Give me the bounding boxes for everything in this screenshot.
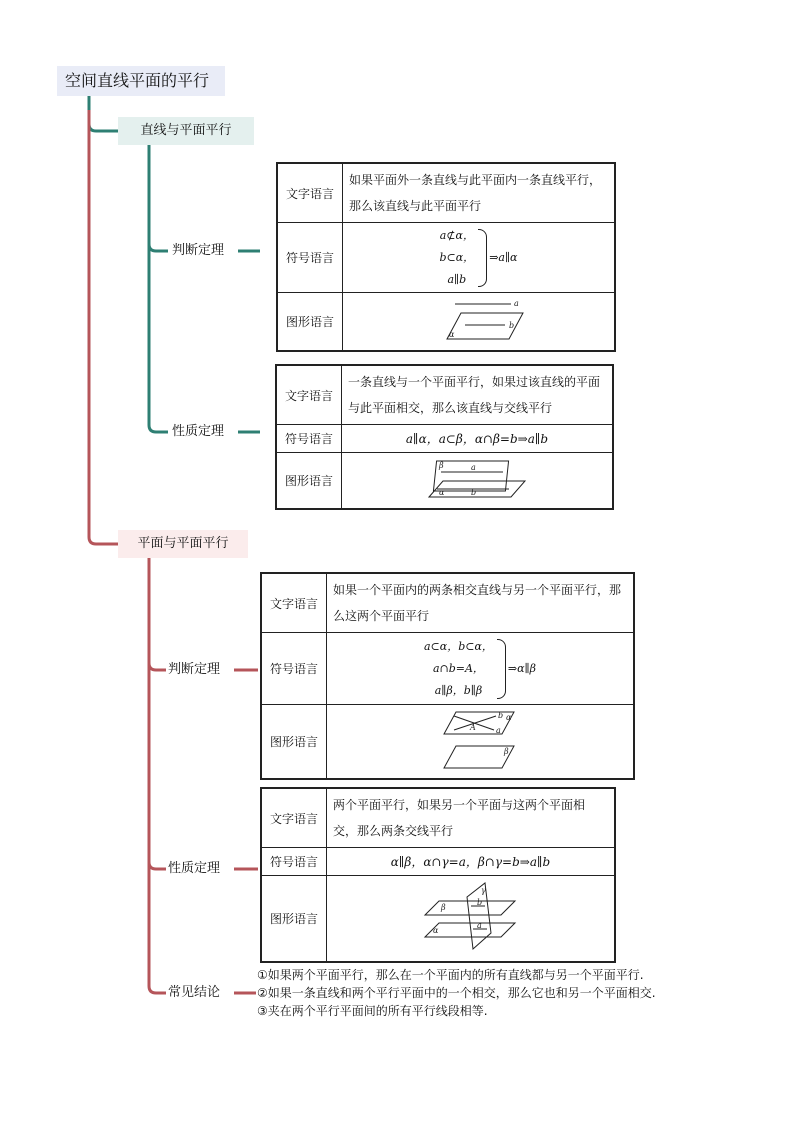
figure-label: β <box>439 461 444 471</box>
figure-label: β <box>504 747 509 757</box>
branch-line-plane-property: 性质定理 <box>172 424 225 439</box>
line-plane-parallel-figure <box>429 297 529 345</box>
figure-label: α <box>432 926 438 936</box>
plane-plane-property-figure <box>421 879 521 957</box>
row-label-symbol: 符号语言 <box>261 848 327 876</box>
root-node: 空间直线平面的平行 <box>57 66 225 96</box>
figure-label: b <box>471 488 477 498</box>
section-line-plane-node: 直线与平面平行 <box>118 117 254 145</box>
symbol-line: b⊂α， <box>439 250 475 264</box>
row-figure <box>327 705 635 779</box>
row-label-figure: 图形语言 <box>277 293 343 351</box>
figure-label: γ <box>480 886 486 896</box>
figure-label: a <box>513 299 519 309</box>
symbol-line: a∥β，b∥β <box>434 683 483 697</box>
row-label-text: 文字语言 <box>261 788 327 848</box>
branch-plane-plane-judge: 判断定理 <box>168 662 221 677</box>
row-label-text: 文字语言 <box>277 163 343 223</box>
symbol-line: a∥b <box>447 272 467 286</box>
row-label-symbol: 符号语言 <box>277 223 343 293</box>
plane-plane-judge-figure <box>440 708 520 774</box>
section-plane-plane-node: 平面与平面平行 <box>118 530 248 558</box>
row-symbol: α∥β，α∩γ=a，β∩γ=b⇒a∥b <box>327 848 616 876</box>
conclusion-item: ③夹在两个平行平面间的所有平行线段相等. <box>257 1004 488 1018</box>
connector-root-sec2 <box>89 110 118 544</box>
row-label-text: 文字语言 <box>261 573 327 633</box>
row-figure <box>342 453 614 509</box>
row-text: 如果平面外一条直线与此平面内一条直线平行，那么该直线与此平面平行 <box>343 163 616 223</box>
symbol-line: a⊂α，b⊂α， <box>424 639 493 653</box>
figure-label: b <box>498 711 504 721</box>
row-figure <box>343 293 616 351</box>
brace-icon <box>497 639 506 699</box>
row-symbol <box>327 633 635 705</box>
line-plane-property-figure <box>425 457 529 503</box>
figure-label: a <box>476 921 482 931</box>
row-text: 两个平面平行，如果另一个平面与这两个平面相交，那么两条交线平行 <box>327 788 616 848</box>
figure-label: α <box>448 330 454 340</box>
row-label-figure: 图形语言 <box>261 705 327 779</box>
row-label-text: 文字语言 <box>276 365 342 425</box>
connector-sec1-prop <box>149 425 168 432</box>
figure-label: α <box>506 713 512 723</box>
table-line-plane-judge <box>276 162 616 352</box>
symbol-result: ⇒a∥α <box>489 251 518 264</box>
branch-line-plane-judge: 判断定理 <box>172 243 225 258</box>
branch-plane-plane-property: 性质定理 <box>168 861 221 876</box>
brace-icon <box>478 229 487 287</box>
row-symbol <box>343 223 616 293</box>
row-label-symbol: 符号语言 <box>276 425 342 453</box>
connector-sec1-judge <box>149 244 168 251</box>
figure-label: b <box>476 898 482 908</box>
figure-label: A <box>470 723 476 733</box>
row-text: 一条直线与一个平面平行，如果过该直线的平面与此平面相交，那么该直线与交线平行 <box>342 365 614 425</box>
row-symbol: a∥α，a⊂β，α∩β=b⇒a∥b <box>342 425 614 453</box>
figure-label: α <box>439 488 445 498</box>
connector-root-sec1 <box>89 96 118 131</box>
row-figure <box>327 876 616 962</box>
table-plane-plane-property <box>260 787 616 963</box>
symbol-result: ⇒α∥β <box>507 662 536 675</box>
symbol-line: a⊄α， <box>439 228 474 242</box>
symbol-line: a∩b=A， <box>432 661 484 675</box>
connector-sec2-prop <box>149 862 166 869</box>
conclusion-item: ①如果两个平面平行，那么在一个平面内的所有直线都与另一个平面平行. <box>257 968 644 982</box>
row-label-symbol: 符号语言 <box>261 633 327 705</box>
row-text: 如果一个平面内的两条相交直线与另一个平面平行，那么这两个平面平行 <box>327 573 635 633</box>
figure-label: a <box>496 726 501 736</box>
connector-sec2-concl <box>149 986 166 993</box>
table-plane-plane-judge <box>260 572 635 780</box>
branch-common-conclusions: 常见结论 <box>168 985 221 1000</box>
figure-label: β <box>440 903 446 913</box>
row-label-figure: 图形语言 <box>261 876 327 962</box>
figure-label: a <box>471 463 476 473</box>
row-label-figure: 图形语言 <box>276 453 342 509</box>
connector-sec2-judge <box>149 663 166 670</box>
conclusions-list <box>257 966 656 1020</box>
table-line-plane-property <box>275 364 614 510</box>
figure-label: b <box>508 321 514 331</box>
conclusion-item: ②如果一条直线和两个平行平面中的一个相交，那么它也和另一个平面相交. <box>257 986 656 1000</box>
